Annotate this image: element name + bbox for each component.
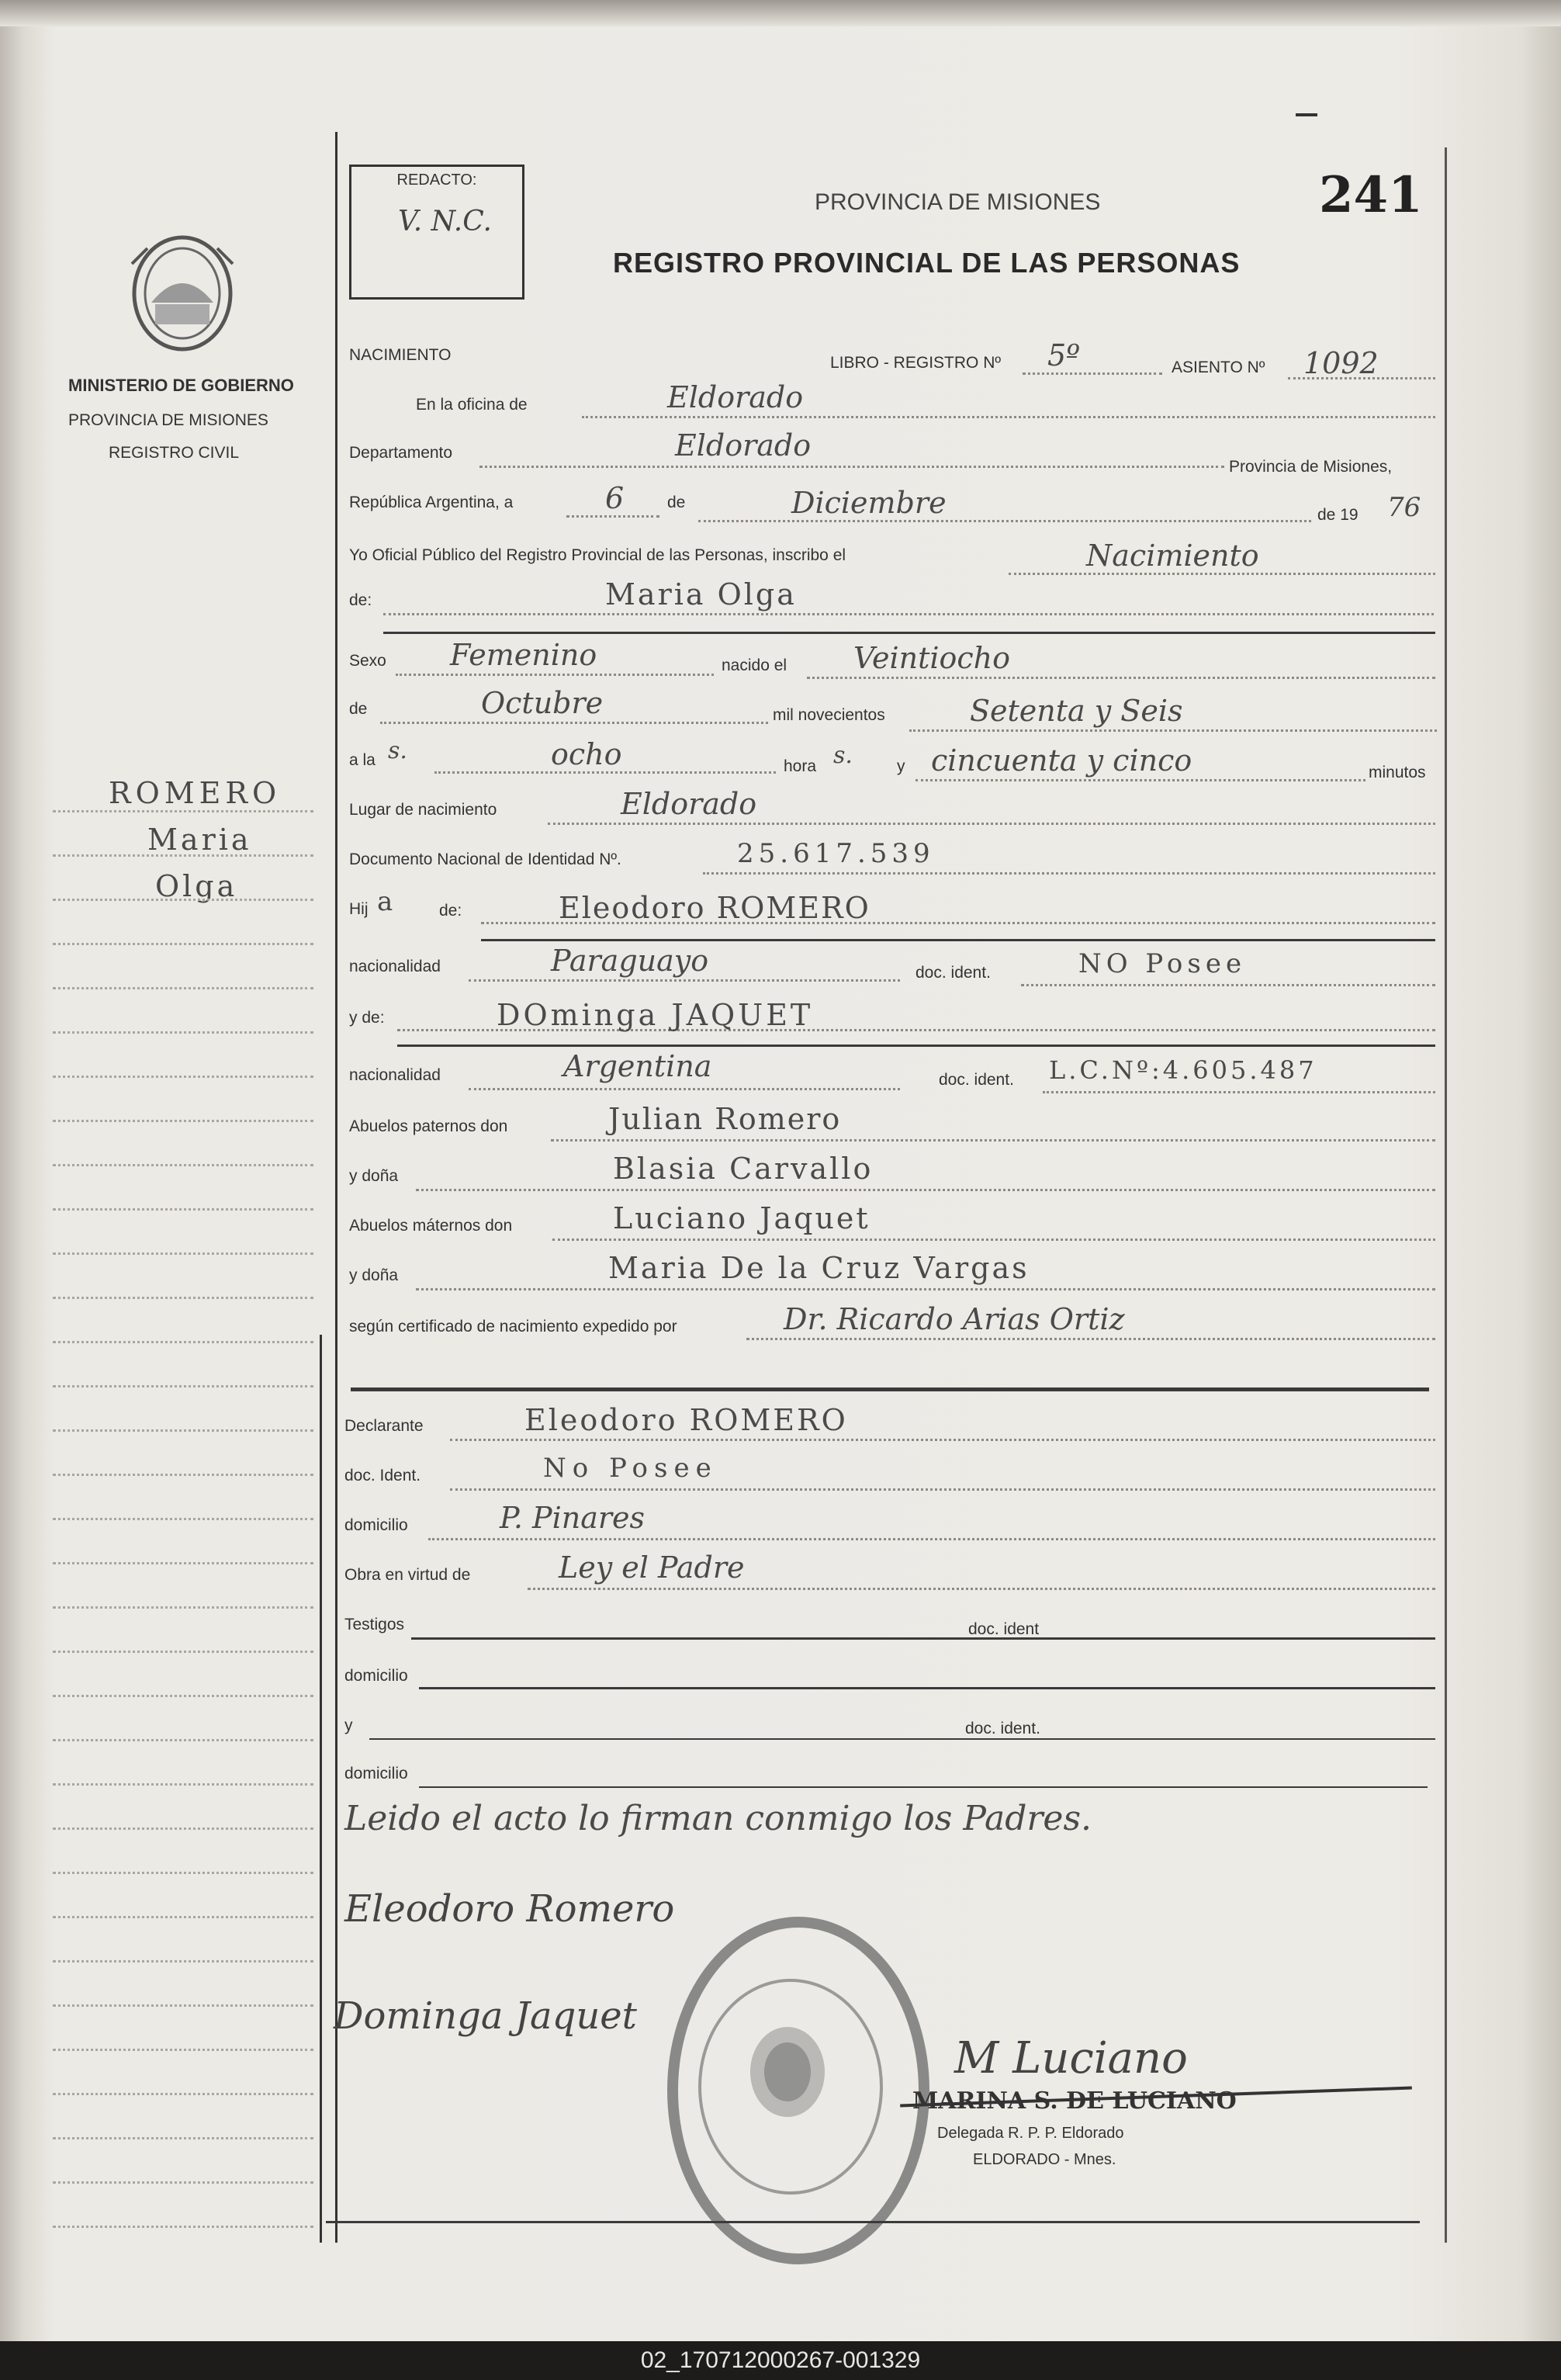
label-minutos: minutos [1369, 764, 1426, 781]
label-a-la: a la [349, 751, 376, 769]
value-dia: 6 [605, 481, 625, 515]
margin-ruled-line [53, 2181, 313, 2184]
label-domicilio3: domicilio [344, 1765, 408, 1782]
ab-pat-dona-line [416, 1189, 1435, 1191]
label-doc-ident3: doc. Ident. [344, 1467, 421, 1484]
value-lugar: Eldorado [621, 787, 757, 821]
margin-ruled-line [53, 1783, 313, 1786]
form-border-right [1445, 147, 1447, 2243]
mes-nac-line [380, 722, 768, 724]
obra-line [528, 1588, 1435, 1590]
margin-ruled-line [53, 987, 313, 989]
label-nacido-el: nacido el [722, 656, 787, 674]
redacto-label: REDACTO: [396, 171, 477, 189]
signature-father: Eleodoro Romero [344, 1887, 675, 1931]
header-registry: REGISTRO PROVINCIAL DE LAS PERSONAS [613, 247, 1241, 279]
label-doc-ident5: doc. ident. [965, 1720, 1040, 1737]
label-testigos: Testigos [344, 1616, 405, 1633]
value-padre-nac: Paraguayo [551, 944, 709, 978]
label-y-de: y de: [349, 1009, 385, 1027]
redacto-box [349, 165, 524, 300]
value-mes: Diciembre [791, 486, 947, 520]
dni-line [703, 872, 1435, 875]
anio-nac-line [909, 729, 1437, 732]
madre-doc-line [1043, 1091, 1435, 1093]
margin-ruled-line [53, 2093, 313, 2095]
margin-ruled-line [53, 1651, 313, 1653]
value-departamento: Eldorado [675, 428, 812, 462]
margin-ruled-line [53, 1385, 313, 1387]
margin-ruled-line [53, 1916, 313, 1918]
y2-rule [369, 1738, 1435, 1740]
margin-ruled-line [53, 1164, 313, 1166]
padre-nac-line [469, 979, 900, 982]
margin-given2: Olga [155, 869, 238, 903]
margin-ruled-line [53, 1872, 313, 1874]
value-asiento: 1092 [1303, 346, 1379, 380]
value-oficina: Eldorado [667, 380, 804, 414]
label-hij: Hij [349, 900, 369, 918]
ab-pat-line [551, 1139, 1435, 1141]
margin-ruled-line [53, 1739, 313, 1741]
label-obra: Obra en virtud de [344, 1566, 471, 1584]
label-ab-pat: Abuelos paternos don [349, 1117, 508, 1135]
label-doc-ident2: doc. ident. [939, 1071, 1014, 1089]
form-border-left-inner [320, 1335, 322, 2243]
margin-ruled-line [53, 1076, 313, 1078]
value-ab-mat-dona: Maria De la Cruz Vargas [608, 1251, 1030, 1285]
label-provincia-misiones: Provincia de Misiones, [1229, 458, 1393, 476]
hora-line [434, 771, 776, 774]
minutos-line [915, 779, 1365, 781]
margin-ruled-line [53, 899, 313, 901]
value-anio-nac: Setenta y Seis [970, 694, 1183, 728]
madre-rule [397, 1044, 1435, 1047]
value-minutos: cincuenta y cinco [931, 743, 1192, 778]
label-dni: Documento Nacional de Identidad Nº. [349, 850, 621, 868]
label-asiento: ASIENTO Nº [1172, 359, 1265, 376]
label-doc-ident: doc. ident. [915, 964, 991, 982]
label-nacionalidad2: nacionalidad [349, 1066, 441, 1084]
signature-official: M Luciano [954, 2033, 1188, 2084]
margin-ruled-line [53, 1297, 313, 1299]
certificado-line [746, 1338, 1435, 1340]
value-madre-doc: L.C.Nº:4.605.487 [1049, 1055, 1317, 1085]
margin-ruled-line [53, 854, 313, 857]
label-declarante: Declarante [344, 1417, 424, 1435]
margin-ruled-line [53, 1960, 313, 1963]
margin-ruled-line [53, 1695, 313, 1697]
margin-ruled-line [53, 2004, 313, 2007]
value-a-la-s: s. [388, 737, 407, 764]
form-border-left [335, 132, 337, 2243]
mes-line [698, 520, 1311, 522]
margin-ruled-line [53, 1606, 313, 1609]
value-anio: 76 [1387, 492, 1421, 523]
label-y-dona2: y doña [349, 1266, 399, 1284]
label-hora: hora [784, 757, 817, 775]
margin-surname: ROMERO [109, 776, 282, 810]
closing-statement: Leido el acto lo firman conmigo los Padres. [344, 1799, 1092, 1838]
label-y-dona: y doña [349, 1167, 399, 1185]
value-padre: Eleodoro ROMERO [559, 891, 870, 925]
margin-ruled-line [53, 1518, 313, 1520]
value-declarante: Eleodoro ROMERO [524, 1403, 848, 1437]
margin-ruled-line [53, 2049, 313, 2051]
value-mes-nac: Octubre [481, 686, 604, 720]
inscribo-line [1009, 573, 1435, 575]
label-de-19: de 19 [1317, 506, 1359, 524]
margin-ruled-line [53, 1429, 313, 1432]
oficina-line [582, 416, 1435, 418]
bottom-rule [326, 2221, 1420, 2223]
margin-ruled-line [53, 1031, 313, 1034]
label-de: de [667, 494, 686, 511]
value-padre-doc: NO Posee [1078, 948, 1247, 979]
label-nacimiento: NACIMIENTO [349, 346, 452, 364]
nombre-rule [383, 632, 1435, 634]
label-libro: LIBRO - REGISTRO Nº [830, 354, 1002, 372]
label-lugar: Lugar de nacimiento [349, 801, 497, 819]
value-ab-mat-don: Luciano Jaquet [613, 1201, 870, 1235]
label-segun: según certificado de nacimiento expedido por [349, 1318, 677, 1336]
value-madre: DOminga JAQUET [497, 998, 814, 1032]
ab-mat-line [552, 1239, 1435, 1241]
libro-line [1023, 372, 1162, 375]
label-domicilio2: domicilio [344, 1667, 408, 1685]
label-y: y [897, 757, 905, 775]
declarante-line [450, 1439, 1435, 1441]
value-certificado: Dr. Ricardo Arias Ortiz [784, 1302, 1125, 1336]
label-de2: de: [349, 591, 372, 609]
ministry-name: MINISTERIO DE GOBIERNO [68, 376, 294, 395]
margin-ruled-line [53, 810, 313, 812]
value-decl-dom: P. Pinares [500, 1501, 646, 1535]
label-ab-mat: Abuelos máternos don [349, 1217, 513, 1235]
dia-line [566, 515, 659, 518]
label-domicilio: domicilio [344, 1516, 408, 1534]
margin-ruled-line [53, 1474, 313, 1476]
stamp-role: Delegada R. P. P. Eldorado [937, 2125, 1124, 2142]
testigos-rule [411, 1637, 1435, 1640]
nacido-line [807, 677, 1435, 679]
domicilio3-rule [419, 1786, 1428, 1788]
margin-ruled-line [53, 1827, 313, 1830]
stamp-place: ELDORADO - Mnes. [973, 2151, 1116, 2168]
margin-ruled-line [53, 1120, 313, 1122]
margin-given1: Maria [147, 823, 252, 857]
ab-mat-dona-line [416, 1288, 1435, 1290]
sexo-line [396, 674, 714, 676]
madre-nac-line [469, 1088, 900, 1090]
ministry-province: PROVINCIA DE MISIONES [68, 411, 268, 429]
padre-rule [481, 939, 1435, 941]
value-decl-doc: No Posee [543, 1453, 718, 1484]
value-libro: 5º [1047, 338, 1081, 372]
label-mil: mil novecientos [773, 706, 885, 724]
value-hora-s: s. [833, 742, 853, 769]
value-nacido-el: Veintiocho [853, 641, 1011, 675]
margin-ruled-line [53, 1208, 313, 1211]
departamento-line [479, 466, 1224, 468]
margin-ruled-line [53, 943, 313, 945]
value-sexo: Femenino [450, 638, 597, 672]
stamp-name: MARINA S. DE LUCIANO [912, 2087, 1237, 2115]
decl-dom-line [428, 1538, 1435, 1540]
label-departamento: Departamento [349, 444, 453, 462]
binding-shadow [0, 0, 1561, 26]
province-crest-icon [124, 233, 241, 357]
value-dni: 25.617.539 [737, 838, 935, 869]
value-obra: Ley el Padre [559, 1550, 745, 1585]
label-de3: de [349, 700, 368, 718]
tick-mark [1296, 113, 1317, 116]
seal-emblem-icon [737, 2018, 838, 2126]
lugar-line [548, 823, 1435, 825]
padre-doc-line [1021, 984, 1435, 986]
margin-ruled-line [53, 2226, 313, 2228]
margin-ruled-line [53, 1341, 313, 1343]
image-caption: 02_170712000267-001329 [0, 2341, 1561, 2380]
value-nombre: Maria Olga [605, 577, 797, 611]
value-ab-pat-don: Julian Romero [608, 1102, 842, 1136]
value-ab-pat-dona: Blasia Carvallo [613, 1152, 874, 1186]
page-number: 241 [1319, 166, 1423, 224]
label-nacionalidad: nacionalidad [349, 958, 441, 975]
label-doc-ident4: doc. ident [968, 1620, 1040, 1638]
label-republica: República Argentina, a [349, 494, 514, 511]
label-y2: y [344, 1717, 353, 1734]
section-divider [351, 1387, 1429, 1391]
header-province: PROVINCIA DE MISIONES [815, 189, 1101, 215]
decl-doc-line [450, 1488, 1435, 1491]
value-hij-suffix: a [377, 886, 393, 917]
label-sexo: Sexo [349, 652, 386, 670]
redacto-value: V. N.C. [398, 206, 492, 237]
value-madre-nac: Argentina [563, 1049, 712, 1083]
value-inscribo: Nacimiento [1086, 539, 1259, 573]
margin-ruled-line [53, 1252, 313, 1255]
label-de4: de: [439, 902, 462, 920]
label-oficina: En la oficina de [416, 396, 528, 414]
domicilio2-rule [419, 1687, 1435, 1689]
signature-mother: Dominga Jaquet [334, 1994, 637, 2038]
margin-ruled-line [53, 2137, 313, 2139]
value-hora: ocho [551, 737, 622, 771]
margin-ruled-line [53, 1562, 313, 1564]
label-yo-oficial: Yo Oficial Público del Registro Provincial de las Personas, inscribo el [349, 546, 846, 564]
ministry-civil: REGISTRO CIVIL [109, 444, 240, 462]
nombre-dots [383, 613, 1434, 615]
